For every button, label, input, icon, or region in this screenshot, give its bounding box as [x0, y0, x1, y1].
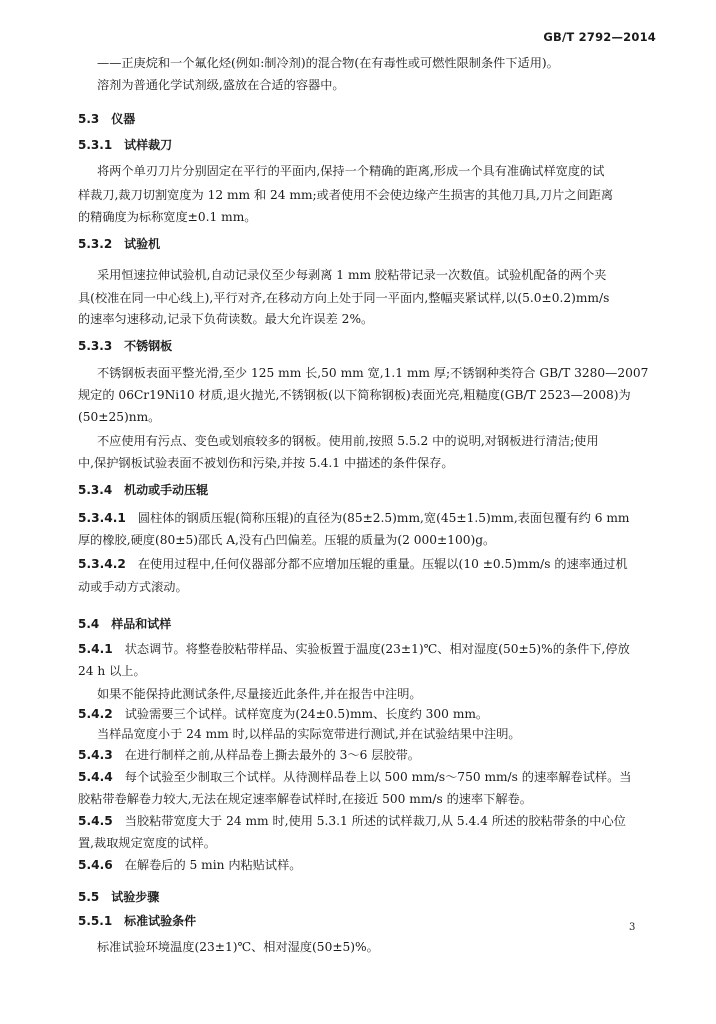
text-line — [0, 791, 716, 807]
clause-number: 5.4.5 — [78, 814, 113, 828]
text-line — [0, 556, 716, 572]
line-text: 仪器 — [111, 112, 136, 126]
text-line — [0, 579, 716, 595]
text-line — [0, 813, 716, 829]
line-text: 溶剂为普通化学试剂级,盛放在合适的容器中。 — [97, 78, 345, 92]
line-text: 当胶粘带宽度大于 24 mm 时,使用 5.3.1 所述的试样裁刀,从 5.4.4 所述的胶粘带条的中心位 — [124, 814, 626, 828]
line-text: ——正庚烷和一个氟化烃(例如:制冷剂)的混合物(在有毒性或可燃性限制条件下适用)。 — [97, 56, 559, 70]
line-text: 圆柱体的钢质压辊(简称压辊)的直径为(85±2.5)mm,宽(45±1.5)mm,表面包覆有约 6 mm — [137, 511, 630, 525]
clause-number: 5.3.2 — [78, 237, 113, 251]
clause-number: 5.3.4.2 — [78, 557, 126, 571]
line-text: 中,保护钢板试验表面不被划伤和污染,并按 5.4.1 中描述的条件保存。 — [78, 456, 454, 470]
text-line — [0, 387, 716, 403]
standard-header: GB/T 2792—2014 — [543, 30, 656, 44]
section-heading — [0, 616, 716, 632]
text-line — [0, 510, 716, 526]
page-number: 3 — [629, 922, 636, 933]
text-line — [0, 365, 716, 381]
line-text: 将两个单刃刀片分别固定在平行的平面内,保持一个精确的距离,形成一个具有准确试样宽度的试 — [97, 164, 605, 178]
clause-number: 5.4.4 — [78, 770, 113, 784]
line-text: 试样裁刀 — [124, 138, 173, 152]
clause-number: 5.5 — [78, 890, 100, 904]
section-heading — [0, 889, 716, 905]
text-line — [0, 187, 716, 203]
text-line — [0, 455, 716, 471]
line-text: 在进行制样之前,从样品卷上撕去最外的 3～6 层胶带。 — [124, 748, 420, 762]
line-text: 24 h 以上。 — [78, 664, 146, 678]
clause-number: 5.3.3 — [78, 339, 113, 353]
line-text: 动或手动方式滚动。 — [78, 580, 188, 594]
line-text: 试验机 — [124, 237, 161, 251]
clause-number: 5.4.1 — [78, 642, 113, 656]
text-line — [0, 706, 716, 722]
line-text: 不锈钢板表面平整光滑,至少 125 mm 长,50 mm 宽,1.1 mm 厚;不锈钢种类符合 GB/T 3280—2007 — [97, 366, 649, 380]
line-text: 置,裁取规定宽度的试样。 — [78, 836, 216, 850]
text-line — [0, 663, 716, 679]
text-line — [0, 835, 716, 851]
line-text: 具(校准在同一中心线上),平行对齐,在移动方向上处于同一平面内,整幅夹紧试样,以(5.0±0.2)mm/s — [78, 291, 610, 305]
line-text: (50±25)nm。 — [78, 410, 161, 424]
line-text: 规定的 06Cr19Ni10 材质,退火抛光,不锈钢板(以下简称钢板)表面光亮,粗糙度(GB/T 2523—2008)为 — [78, 388, 631, 402]
line-text: 样裁刀,裁刀切割宽度为 12 mm 和 24 mm;或者使用不会使边缘产生损害的其他刀具,刀片之间距离 — [78, 188, 614, 202]
text-line — [0, 311, 716, 327]
clause-number: 5.4.3 — [78, 748, 113, 762]
line-text: 不锈钢板 — [124, 339, 173, 353]
text-line — [0, 163, 716, 179]
section-heading — [0, 137, 716, 153]
clause-number: 5.3.4 — [78, 483, 113, 497]
line-text: 样品和试样 — [111, 617, 172, 631]
text-line — [0, 55, 716, 71]
clause-number: 5.5.1 — [78, 914, 113, 928]
line-text: 当样品宽度小于 24 mm 时,以样品的实际宽带进行测试,并在试验结果中注明。 — [97, 727, 521, 741]
text-line — [0, 641, 716, 657]
clause-number: 5.4.6 — [78, 858, 113, 872]
text-line — [0, 77, 716, 93]
clause-number: 5.3.1 — [78, 138, 113, 152]
line-text: 在解卷后的 5 min 内粘贴试样。 — [124, 858, 302, 872]
line-text: 厚的橡胶,硬度(80±5)邵氏 A,没有凸凹偏差。压辊的质量为(2 000±100)g。 — [78, 533, 496, 547]
text-line — [0, 532, 716, 548]
section-heading — [0, 482, 716, 498]
line-text: 的精确度为标称宽度±0.1 mm。 — [78, 210, 257, 224]
line-text: 试验步骤 — [111, 890, 160, 904]
text-line — [0, 686, 716, 702]
line-text: 在使用过程中,任何仪器部分都不应增加压辊的重量。压辊以(10 ±0.5)mm/s 的速率通过机 — [137, 557, 628, 571]
clause-number: 5.4.2 — [78, 707, 113, 721]
text-line — [0, 209, 716, 225]
clause-number: 5.3.4.1 — [78, 511, 126, 525]
line-text: 的速率匀速移动,记录下负荷读数。最大允许误差 2%。 — [78, 312, 374, 326]
clause-number: 5.4 — [78, 617, 100, 631]
line-text: 试验需要三个试样。试样宽度为(24±0.5)mm、长度约 300 mm。 — [124, 707, 489, 721]
line-text: 标准试验条件 — [124, 914, 197, 928]
text-line — [0, 857, 716, 873]
section-heading — [0, 111, 716, 127]
text-line — [0, 726, 716, 742]
line-text: 机动或手动压辊 — [124, 483, 209, 497]
text-line — [0, 433, 716, 449]
text-line — [0, 769, 716, 785]
line-text: 状态调节。将整卷胶粘带样品、实验板置于温度(23±1)℃、相对湿度(50±5)%的条件下,停放 — [124, 642, 630, 656]
text-line — [0, 409, 716, 425]
line-text: 标准试验环境温度(23±1)℃、相对湿度(50±5)%。 — [97, 940, 379, 954]
section-heading — [0, 913, 716, 929]
line-text: 每个试验至少制取三个试样。从待测样品卷上以 500 mm/s～750 mm/s 的速率解卷试样。当 — [124, 770, 632, 784]
section-heading — [0, 338, 716, 354]
text-line — [0, 939, 716, 955]
line-text: 胶粘带卷解卷力较大,无法在规定速率解卷试样时,在接近 500 mm/s 的速率下解卷。 — [78, 792, 532, 806]
line-text: 采用恒速拉伸试验机,自动记录仪至少每剥离 1 mm 胶粘带记录一次数值。试验机配备的两个夹 — [97, 268, 607, 282]
text-line — [0, 290, 716, 306]
line-text: 不应使用有污点、变色或划痕较多的钢板。使用前,按照 5.5.2 中的说明,对钢板进行清洁;使用 — [97, 434, 599, 448]
line-text: 如果不能保持此测试条件,尽量接近此条件,并在报告中注明。 — [97, 687, 422, 701]
section-heading — [0, 236, 716, 252]
text-line — [0, 267, 716, 283]
clause-number: 5.3 — [78, 112, 100, 126]
text-line — [0, 747, 716, 763]
